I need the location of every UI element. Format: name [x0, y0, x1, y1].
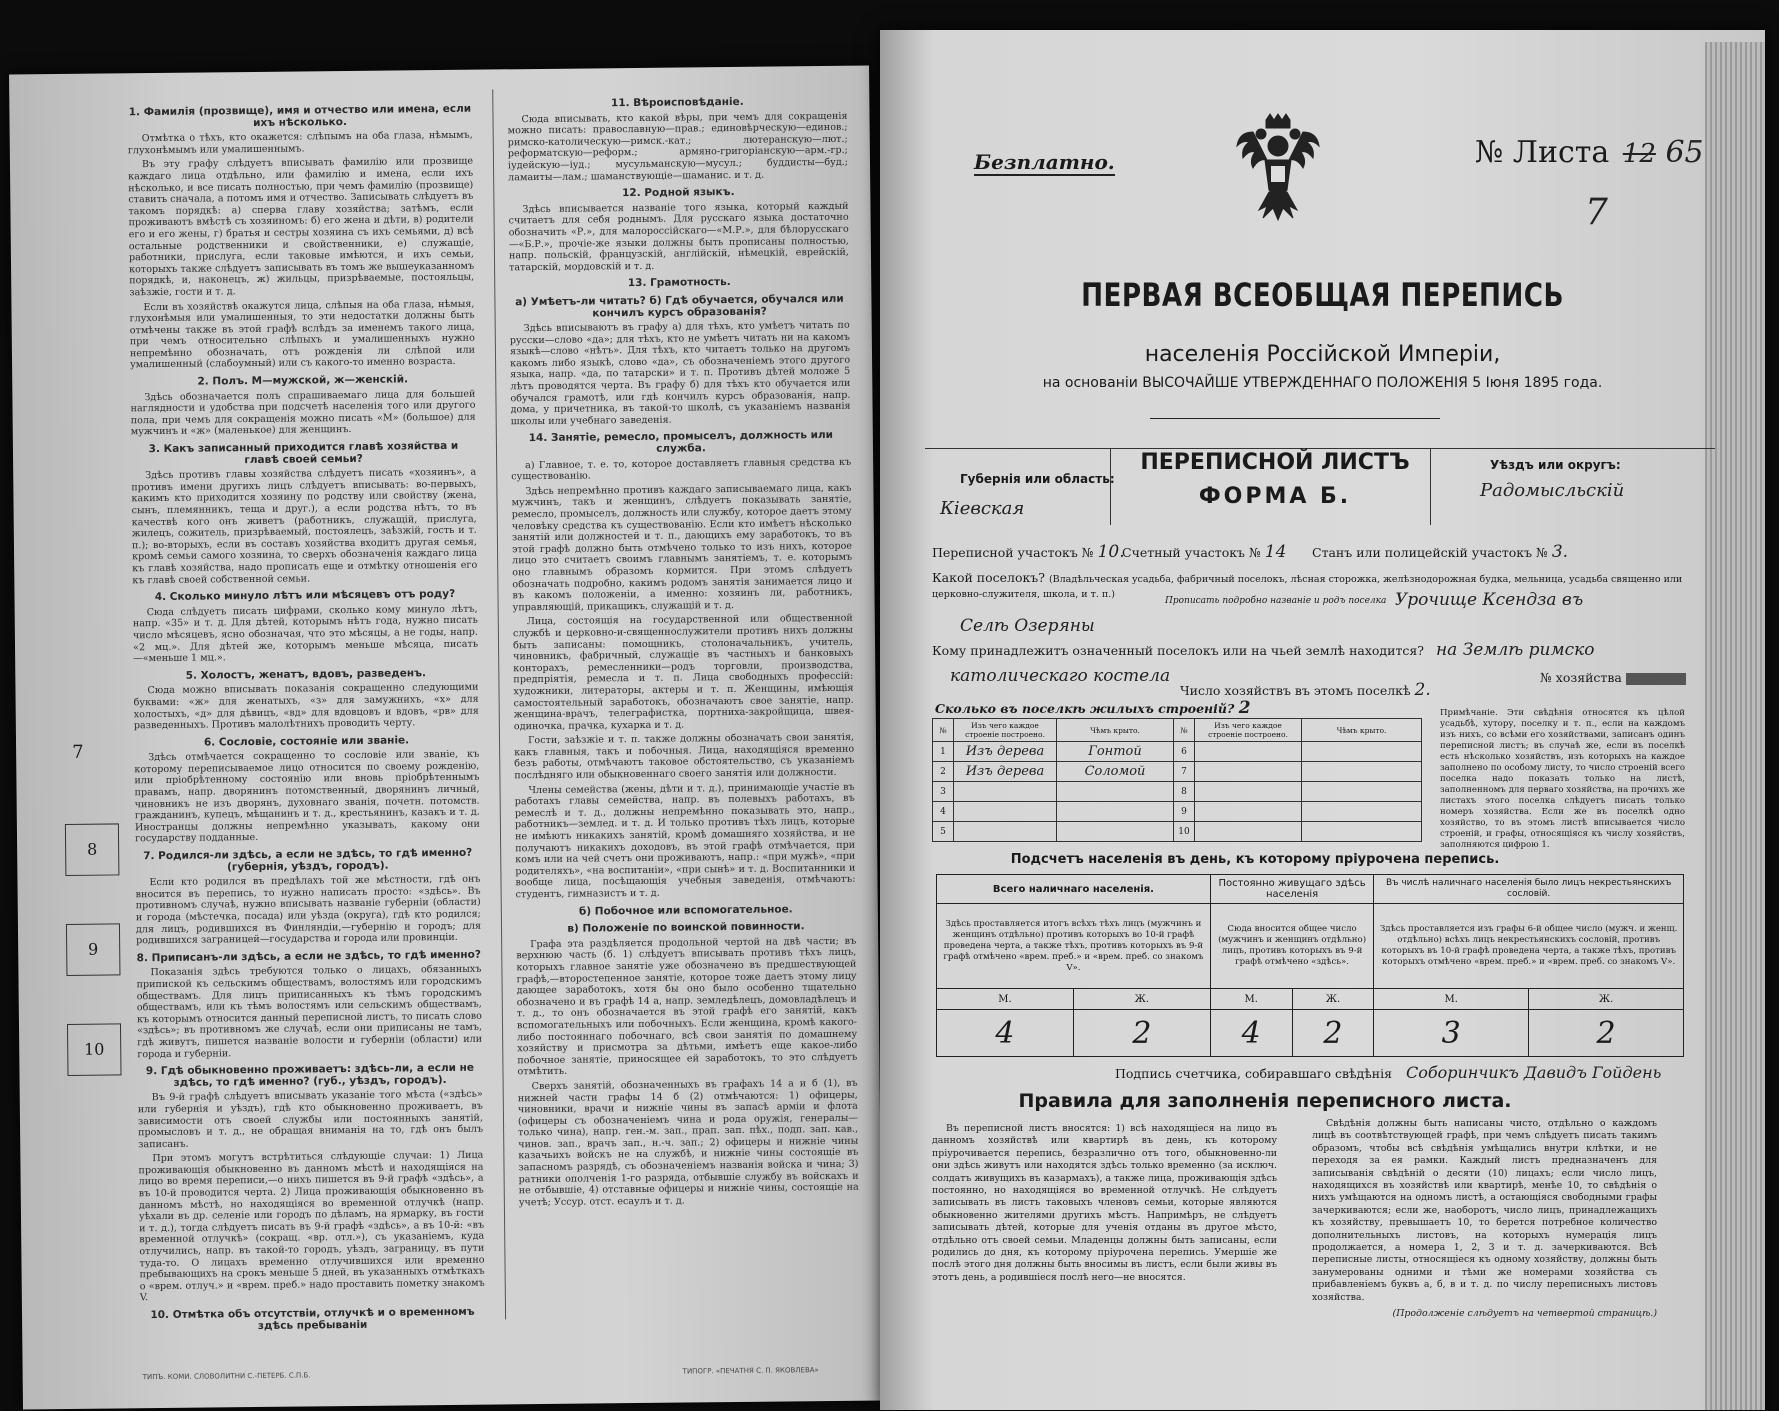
rules-text-2: Свѣдѣнія должны быть написаны чисто, отдѣльно о каждомъ лицѣ въ соотвѣтствующей графѣ, при чемъ слѣдуетъ писать такимъ образомъ, чтобы всѣ свѣдѣнія умѣщались внутри клѣтки, и не переходя за ея рамки. Каждый листъ предназначенъ для записыванія свѣдѣній о десяти (10) лицахъ; если число лицъ, находящихся въ хозяйствѣ или квартирѣ, менѣе 10, то свѣдѣнія о нихъ умѣщаются на одномъ листѣ, а остающіяся свободными графы зачеркиваются; если же, наоборотъ, число лицъ, принадлежащихъ къ хозяйству, превышаетъ 10, то берется потребное количество дополнительныхъ листовъ, на которыхъ нумерація лицъ продолжается, а номера 1, 2, 3 и т. д. зачеркиваются. Всѣ переписные листы, относящіеся къ одному хозяйству, должны быть занумерованы одними и тѣми же номерами хозяйства съ прибавленіемъ буквъ а, б, в и т. д. по числу переписныхъ листовъ хозяйства.: [1312, 1118, 1657, 1303]
building-material: Изъ дерева: [954, 742, 1057, 762]
section-paragraph: Здѣсь отмѣчается сокращенно то сословіе или званіе, къ которому переписываемое лицо относится по своему рожденію, или пріобрѣтенному состоянію или вновь пріобрѣтеннымъ правамъ, напр. дворянинъ потомственный, дворянинъ личный, чиновникъ не изъ дворянъ, духовнаго званія, почетн. потомств. гражданинъ, купецъ, мѣщанинъ и т. д., крестьянинъ, казакъ и т. д. Иностранцы должны непремѣнно указывать, какому они государству подданные.: [134, 748, 480, 845]
section-paragraph: Въ 9-й графѣ слѣдуетъ вписывать указаніе того мѣста («здѣсь» или губернія и уѣздъ), гдѣ кто обыкновенно проживаетъ, въ зависимости отъ своей службы или постоянныхъ занятій, промысловъ и т. д., не обращая вниманія на то, гдѣ онъ былъ записанъ.: [137, 1088, 484, 1150]
building-roof: Гонтой: [1057, 742, 1174, 762]
section-heading: 9. Гдѣ обыкновенно проживаетъ: здѣсь-ли, а если не здѣсь, то гдѣ именно? (губ., уѣздъ, городъ).: [145, 1061, 475, 1089]
section-paragraph: Здѣсь вписываютъ въ графу а) для тѣхъ, кто умѣетъ читать по русски—слово «да»; для тѣхъ, кто не умѣетъ читать ни на какомъ языкѣ—слово «нѣтъ». Для тѣхъ, кто читаетъ только на другомъ какомъ либо языкѣ, слово «да», съ обозначеніемъ этого другого языка, напр. «да, по татарски» и т. п. Противъ дѣтей моложе 5 лѣтъ проводятся черта. Въ графу б) для тѣхъ кто обучается или обучался грамотѣ, или гдѣ кончилъ курсъ образованія, напр. дома, у причетника, въ такой-то школѣ, съ указаніемъ названія школы или учебнаго заведенія.: [509, 319, 851, 428]
section-paragraph: При этомъ могутъ встрѣтиться слѣдующіе случаи: 1) Лица проживающія обыкновенно въ данномъ мѣстѣ и находящіяся на лицо во время переписи,—о нихъ пишется въ 9-й графѣ «здѣсь», а въ 10-й проводится черта. 2) Лица проживающія обыкновенно въ данномъ мѣстѣ, но находящіяся во временной отлучкѣ (напр. уѣхали въ др. селеніе или городъ по дѣламъ, на ярмарку, въ гости и т. д.), тогда слѣдуетъ писать въ 9-й графѣ «здѣсь», а въ 10-й: «въ временной отлучкѣ» (сокращ. «вр. отл.»), съ указаніемъ, куда отлучились, напр. въ такой-то городъ, уѣздъ, заграницу, въ пути туда-то. О лицахъ временно отлучившихся или временно пребывающихъ на срокъ меньше 5 дней, въ указанныхъ отмѣткахъ о «врем. отлуч.» и «врем. преб.» надо проставить пометку знакомъ V.: [138, 1149, 485, 1304]
building-material-2: [1195, 822, 1302, 842]
count-header-present: Всего наличнаго населенія.: [937, 875, 1211, 904]
building-row: [933, 782, 1422, 802]
count-section-label: Счетный участокъ №: [1122, 545, 1261, 560]
section-heading: 5. Холостъ, женатъ, вдовъ, разведенъ.: [185, 666, 427, 682]
count-m-1: М.: [937, 989, 1074, 1010]
section-paragraph: Въ эту графу слѣдуетъ вписывать фамилію или прозвище каждаго лица отдѣльно, или фамилію и имена, если ихъ нѣсколько, и все писать полностью, при чемъ фамилію (прозвище) ставить сначала, а потомъ имя и отчество. Записывать слѣдуетъ въ такомъ порядкѣ: а) сперва главу хозяйства; затѣмъ, если проживаютъ вмѣстѣ съ хозяиномъ: б) его жена и дѣти, в) родители его и его жены, г) братья и сестры хозяина съ ихъ семьями, д) всѣ остальные родственники и свойственники, е) служащіе, работники, прислуга, если таковые имѣются, и ихъ семьи, которыхъ также слѣдуетъ записывать въ томъ же вышеуказанномъ порядкѣ, и, наконецъ, ж) жильцы, призрѣваемые, постояльцы, заѣзжіе, гости и т. д.: [128, 156, 475, 299]
building-roof-2: [1302, 762, 1422, 782]
building-roof-2: [1302, 742, 1422, 762]
section-paragraph: Здѣсь вписывается названіе того языка, который каждый считаетъ для себя роднымъ. Для русскаго языка достаточно обозначить «Р.», для малороссійскаго—«М.Р.», для бѣлорусскаго—«Б.Р.», прочіе-же языки должны быть прописаны полностью, напр. польскій, французскій, англійскій, нѣмецкій, еврейскій, татарскій, мордовскій и т. д.: [508, 200, 849, 274]
section-paragraph: Гости, заѣзжіе и т. п. также должны обозначать свои занятія, какъ главныя, такъ и побочныя. Лица, находящіяся временно безъ работы, отмѣчаютъ таковое обстоятельство, съ указаніемъ послѣдняго или обыкновеннаго своего занятія или должности.: [514, 732, 855, 782]
building-number: 2: [933, 762, 954, 782]
section-heading: б) Побочное или вспомогательное.: [578, 902, 793, 918]
police-section-value: 3.: [1551, 542, 1569, 562]
section-heading: 3. Какъ записанный приходится главѣ хозяйства и главѣ своей семьи?: [148, 439, 459, 466]
count-value-nonpeasant-f: 2: [1529, 1010, 1684, 1057]
building-material-2: [1195, 762, 1302, 782]
section-heading: 11. Вѣроисповѣданіе.: [610, 95, 744, 110]
count-header-non-peasant: Въ числѣ наличнаго населенія было лицъ некрестьянскихъ сословій.: [1374, 875, 1684, 904]
section-paragraph: Сюда слѣдуетъ писать цифрами, сколько кому минуло лѣтъ, напр. «35» и т. д. Для дѣтей, которымъ нѣтъ года, нужно писать число мѣсяцевъ, ясно обозначая, что это мѣсяцы, а не годы, напр. «2 мц.». Для дѣтей же, которымъ меньше мѣсяца, писать—«меньше 1 мц.».: [132, 603, 479, 665]
margin-number-7: 7: [72, 741, 84, 763]
bldg-header-material-1: Изъ чего каждое строеніе построено.: [954, 719, 1057, 742]
margin-number-10: 10: [67, 1023, 122, 1076]
building-number: 1: [933, 742, 954, 762]
document-title: ПЕРВАЯ ВСЕОБЩАЯ ПЕРЕПИСЬ: [1081, 276, 1564, 314]
building-number-2: 10: [1174, 822, 1195, 842]
building-roof-2: [1302, 822, 1422, 842]
bldg-header-no-2: №: [1174, 719, 1195, 742]
households-label: Число хозяйствъ въ этомъ поселкѣ: [1180, 683, 1411, 698]
margin-number-8: 8: [65, 823, 120, 876]
owner-value-1: на Землѣ римско: [1435, 640, 1595, 660]
building-number-2: 9: [1174, 802, 1195, 822]
bldg-header-material-2: Изъ чего каждое строеніе построено.: [1195, 719, 1302, 742]
buildings-field: [935, 698, 1251, 718]
imperial-eagle-emblem: [1233, 112, 1323, 232]
province-label: Губернія или область:: [960, 472, 1115, 486]
bldg-header-no-1: №: [933, 719, 954, 742]
buildings-value: 2: [1238, 698, 1251, 718]
settlement-note: (Владѣльческая усадьба, фабричный поселокъ, лѣсная сторожка, желѣзнодорожная будка, мельница, усадьба священно или церковно-служителя, школа, и т. п.): [932, 574, 1683, 600]
building-number-2: 6: [1174, 742, 1195, 762]
building-material: [954, 802, 1057, 822]
count-value-resident-m: 4: [1210, 1010, 1292, 1057]
settlement-note-2: Прописать подробно названіе и родъ поселка: [1165, 596, 1387, 606]
buildings-table: [932, 718, 1422, 842]
population-count-title: Подсчетъ населенія въ день, къ которому пріурочена перепись.: [1010, 852, 1500, 867]
sheet-label: № Листа: [1475, 135, 1610, 170]
rules-title: Правила для заполненія переписного листа.: [1018, 1090, 1512, 1112]
free-label: Безплатно.: [974, 150, 1115, 174]
section-paragraph: Лица, состоящія на государственной или общественной службѣ и церковно-и-священнослужители противъ нихъ должны быть записаны: помощникъ, столоначальникъ, учитель, чиновникъ, фабричный, служащіе въ частныхъ и банковыхъ конторахъ, ремесленники—родъ торговли, производства, предпріятія, ремесла и т. п. Лица свободныхъ профессій: художники, литераторы, актеры и т. п. Женщины, имѣющія самостоятельный заработокъ, обозначаютъ свое занятіе, напр. женщина-врачъ, телеграфистка, портниха-закройщица, швея-одиночка, прачка, кухарка и т. д.: [512, 613, 854, 732]
section-paragraph: Здѣсь непремѣнно противъ каждаго записываемаго лица, какъ мужчинъ, такъ и женщинъ, слѣдуетъ показывать занятіе, ремесло, промыселъ, должность или службу, которое даетъ этому человѣку средства къ существованію. Если кто имѣетъ нѣсколько занятій или должностей и т. п., дающихъ ему заработокъ, то въ этой графѣ должно быть отмѣчено только то изъ нихъ, которое лицо это считаетъ своимъ главнымъ занятіемъ, т. е. которымъ оно главнымъ образомъ кормится. При этомъ слѣдуетъ обозначать подробно, какимъ родомъ занятія занимается лицо и въ какомъ положеніи, а именно: хозяинъ ли, работникъ, управляющій, прикащикъ, служащій и т. д.: [511, 482, 853, 614]
count-m-3: М.: [1374, 989, 1529, 1010]
section-paragraph: а) Главное, т. е. то, которое доставляетъ главныя средства къ существованію.: [511, 456, 852, 483]
building-roof: [1057, 782, 1174, 802]
household-number-label: № хозяйства: [1540, 670, 1622, 685]
owner-label: Кому принадлежитъ означенный поселокъ или на чьей землѣ находится?: [932, 643, 1424, 658]
buildings-note: Примѣчаніе. Эти свѣдѣнія относятся къ цѣлой усадьбѣ, хутору, поселку и т. п., если на каждомъ изъ нихъ, со всѣми его хозяйствами, записанъ одинъ переписной листъ; въ случаѣ же, если въ поселкѣ есть нѣсколько хозяйствъ, изъ которыхъ на каждое заполнено по особому листу, то число строеній всего поселка надо показать только на листѣ, заполненномъ для перваго хозяйства, на прочихъ же листахъ этого поселка слѣдуетъ писать только номеръ хозяйства. Если же въ поселкѣ одно хозяйство, то въ этомъ листѣ вписывается число строеній, и графы, относящіяся къ числу хозяйствъ, заполняются цифрою 1.: [1440, 708, 1685, 850]
section-heading: в) Положеніе по воинской повинности.: [567, 920, 805, 935]
households-value: 2.: [1414, 680, 1431, 700]
title-rule: [1150, 418, 1440, 419]
building-material: [954, 782, 1057, 802]
buildings-label: Сколько въ поселкѣ жилыхъ строеній?: [935, 701, 1235, 716]
count-text-resident: Сюда вносится общее число (мужчинъ и женщинъ отдѣльно) лицъ, противъ которыхъ въ 9-й графѣ отмѣчено «здѣсь».: [1210, 904, 1373, 989]
census-section-value: 10.: [1097, 542, 1125, 562]
section-heading: а) Умѣетъ-ли читать? б) Гдѣ обучается, обучался или кончилъ курсъ образованія?: [515, 292, 844, 319]
count-value-resident-f: 2: [1292, 1010, 1374, 1057]
left-page: [9, 66, 883, 1410]
building-number-2: 8: [1174, 782, 1195, 802]
settlement-label: Какой поселокъ?: [932, 570, 1045, 585]
building-roof-2: [1302, 782, 1422, 802]
section-heading: 4. Сколько минуло лѣтъ или мѣсяцевъ отъ роду?: [154, 588, 456, 604]
sheet-number: [1475, 135, 1704, 170]
district-value: Радомысльскій: [1480, 480, 1625, 501]
census-section-label: Переписной участокъ №: [932, 545, 1094, 560]
building-material-2: [1195, 802, 1302, 822]
margin-number-9: 9: [66, 923, 121, 976]
count-f-3: Ж.: [1529, 989, 1684, 1010]
section-paragraph: Графа эта раздѣляется продольной чертой на двѣ части; въ верхнюю часть (б. 1) слѣдуетъ вписывать противъ тѣхъ лицъ, которыхъ главное занятіе уже обозначено въ предшествующей графѣ,—второстепенное занятіе, которое тоже даетъ этому лицу дающее заработокъ, хотя бы оно было особенно тщательно обозначено и въ графѣ 14 а, напр. земледѣлецъ, домовладѣлецъ и т. д., то онъ обозначается въ этой графѣ его занятій, какъ вспомогательныхъ или побочныхъ. Если женщина, кромѣ какого-либо постояннаго побочнаго, всѣ свои занятія по домашнему хозяйству и присмотра за дѣтьми, имѣетъ еще какое-либо побочное занятіе, приносящее ей заработокъ, то это слѣдуетъ отмѣтить.: [516, 935, 858, 1078]
police-section-field: [1312, 542, 1568, 562]
legal-basis: на основаніи ВЫСОЧАЙШЕ УТВЕРЖДЕННАГО ПОЛОЖЕНІЯ 5 Іюня 1895 года.: [1042, 375, 1603, 391]
building-roof-2: [1302, 802, 1422, 822]
sheet-number-struck: 12: [1622, 139, 1656, 169]
households-field: [1180, 680, 1431, 700]
building-roof: [1057, 822, 1174, 842]
population-count-table: [936, 874, 1684, 1057]
count-m-2: М.: [1210, 989, 1292, 1010]
instructions-column-1: [127, 98, 485, 1337]
section-heading: 7. Родился-ли здѣсь, а если не здѣсь, то гдѣ именно? (губернія, уѣздъ, городъ).: [143, 846, 473, 873]
building-material-2: [1195, 742, 1302, 762]
section-heading: 12. Родной языкъ.: [621, 186, 735, 200]
building-roof: Соломой: [1057, 762, 1174, 782]
signature-value: Соборинчикъ Давидъ Гойдень: [1405, 1063, 1662, 1082]
section-paragraph: Если въ хозяйствѣ окажутся лица, слѣпыя на оба глаза, нѣмыя, глухонѣмыя или умалишенныя, то эти недостатки должны быть отмѣчены также въ этой графѣ вслѣдъ за именемъ такого лица, при чемъ относительно слѣпыхъ и умалишенныхъ нужно непремѣнно обозначать, отъ рожденія ли слѣпой или умалишенный (слабоумный) или съ какого-то именно возраста.: [129, 298, 476, 371]
signature-label: Подпись счетчика, собиравшаго свѣдѣнія: [1115, 1066, 1392, 1081]
section-heading: 6. Сословіе, состояніе или званіе.: [203, 734, 410, 749]
count-section-field: [1122, 542, 1286, 562]
section-paragraph: Члены семейства (жены, дѣти и т. д.), принимающіе участіе въ работахъ главы семейства, напр. въ полевыхъ работахъ, въ ремеслѣ и т. д., должны непремѣнно показывать это, напр., работникъ—землед. и т. д. И только противъ тѣхъ лицъ, которые не имѣютъ никакихъ занятій, кромѣ домашняго хозяйства, и не получаютъ никакихъ доходовъ, въ этой графѣ отмѣчается, при комъ или на чей счетъ они проживаютъ, напр.: «при мужѣ», «при родителяхъ», «на воспитаніи», «при сынѣ» и т. д. Воспитанники и вообще лица, посѣщающія учебныя заведенія, отмѣчаютъ: студентъ, гимназистъ и т. д.: [514, 781, 856, 901]
building-number-2: 7: [1174, 762, 1195, 782]
building-row: [933, 822, 1422, 842]
settlement-value-2: Селѣ Озеряны: [960, 616, 1095, 636]
count-text-present: Здѣсь проставляется итогъ всѣхъ тѣхъ лицъ (мужчинъ и женщинъ отдѣльно) противъ которыхъ во 10-й графѣ проведена черта, а также тѣхъ, противъ которыхъ въ 9-й графѣ отмѣчено «врем. преб.» и «врем. преб. со знакомъ V».: [937, 904, 1211, 989]
count-value-present-m: 4: [937, 1010, 1074, 1057]
police-section-label: Станъ или полицейскій участокъ №: [1312, 545, 1548, 560]
right-page: [880, 30, 1765, 1410]
section-paragraph: Если кто родился въ предѣлахъ той же мѣстности, гдѣ онъ вносится въ перепись, то нужно написать просто: «здѣсь». Въ противномъ случаѣ, нужно вписывать названіе губерніи (области) и города (мѣстечка, посада) или уѣзда (округа), гдѣ кто родился; для лицъ, родившихся въ Финляндіи,—губернію и городъ; для родившихся заграницей—государства и города или провинціи.: [135, 873, 482, 947]
instructions-column-2: [507, 90, 859, 1212]
rules-text-1: Въ переписной листъ вносятся: 1) всѣ находящіеся на лицо въ данномъ хозяйствѣ или квартирѣ въ день, къ которому пріурочивается перепись, безразлично отъ того, обыкновенно-ли они здѣсь живутъ или находятся здѣсь только временно (за исключ. солдатъ живущихъ въ казармахъ), а также лица, проживающія здѣсь постоянно, но находящіяся во временной отлучкѣ. Не слѣдуетъ записывать въ листъ таковыхъ членовъ семьи, которые являются обыкновенно жителями другихъ мѣстъ. Напримѣръ, не слѣдуетъ записывать дѣтей, которые для ученія отданы въ другое мѣсто, отдѣльно отъ своей семьи. Младенцы должны быть записаны, если родились до дня, къ которому пріурочена перепись. Умершіе же послѣ этого дня должны быть вносимы въ листъ, если были живы въ этотъ день, а родившіеся послѣ него—не вносятся.: [932, 1123, 1277, 1283]
section-paragraph: Сюда вписывать, кто какой вѣры, при чемъ для сокращенія можно писать: православную—прав.; единовѣрческую—единов.; римско-католическую—римск.-кат.; лютеранскую—лют.; реформатскую—реформ.; армяно-григоріанскую—арм.-гр.; іудейскую—іуд.; мусульманскую—мусул.; буддисты—буд.; ламаиты—лам.; шаманствующіе—шаманис. и т. д.: [507, 110, 849, 183]
section-heading: 8. Приписанъ-ли здѣсь, а если не здѣсь, то гдѣ именно?: [136, 948, 482, 965]
section-paragraph: Сверхъ занятій, обозначенныхъ въ графахъ 14 а и б (1), въ нижней части графы 14 б (2) отмѣчаются: 1) офицеры, чиновники, врачи и нижніе чины въ запасѣ арміи и флота (офицеры съ обозначеніемъ чина и рода оружія, генералы—только чина), напр. ген.-м. зап., прап. зап. пѣх., подп. зап. кав., чинов. зап., врачъ зап., н.-ч. зап.; 2) офицеры и нижніе чины казачьихъ войскъ не на службѣ, и нижніе чины состоящіе въ запасномъ разрядѣ, съ обозначеніемъ названія войска и чина; 3) ратники ополченія 1-го разряда, отбывшіе службу въ войскахъ и не отбывшіе, 4) отставные офицеры и нижніе чины, состоящіе на учетѣ; Уссур. отст. есаулъ и т. д.: [517, 1077, 859, 1209]
section-heading: 13. Грамотность.: [627, 276, 731, 290]
owner-value-2: католическаго костела: [950, 666, 1171, 686]
owner-field: [932, 640, 1595, 660]
section-paragraph: Здѣсь противъ главы хозяйства слѣдуетъ писать «хозяинъ», а противъ имени другихъ лицъ слѣдуетъ вписывать: во-первыхъ, какимъ кто приходится хозяину по родству или свойству (жена, сынъ, племянникъ, теща и друг.), а если родства нѣтъ, то въ качествѣ кого онъ живетъ (работникъ, служащій, прислуга, жилецъ, сожитель, призрѣваемый, постоялецъ, заѣзжій, гость и т. п.); во-вторыхъ, если въ составъ хозяйства входитъ другая семья, кромѣ семьи самого хозяина, то сверхъ обозначенія каждаго лица къ главѣ хозяйства, надо прописать еще и отмѣтку отношенія его къ главѣ своей собственной семьи.: [131, 466, 478, 586]
form-title-line2: ФОРМА Б.: [1198, 484, 1352, 509]
section-heading: 14. Занятіе, ремесло, промыселъ, должность или служба.: [528, 429, 834, 455]
rules-column-2: [1312, 1118, 1657, 1321]
section-paragraph: Сюда можно вписывать показанія сокращенно следующими буквами: «ж» для женатыхъ, «з» для замужнихъ, «х» для холостыхъ, «д» для дѣвицъ, «вд» для вдовцовъ и вдовъ, «рв» для разведенныхъ. Противъ малолѣтнихъ проводить черту.: [133, 681, 479, 732]
count-value-nonpeasant-m: 3: [1374, 1010, 1529, 1057]
sheet-number-handwritten: 65: [1665, 135, 1704, 170]
count-text-non-peasant: Здѣсь проставляется изъ графы 6-й общее число (мужч. и женщ. отдѣльно) всѣхъ лицъ некрестьянскихъ сословій, противъ которыхъ въ 10-й графѣ проведена черта, а также тѣхъ, противъ которыхъ отмѣчено «врем. преб.» и «врем. преб. со знакомъ V».: [1374, 904, 1684, 989]
count-section-value: 14: [1264, 542, 1287, 562]
building-row: [933, 802, 1422, 822]
province-value: Кіевская: [940, 498, 1025, 519]
count-header-resident: Постоянно живущаго здѣсь населенія: [1210, 875, 1373, 904]
document-subtitle: населенія Россійской Имперіи,: [1144, 342, 1501, 367]
building-roof: [1057, 802, 1174, 822]
bldg-header-roof-1: Чѣмъ крыто.: [1057, 719, 1174, 742]
building-number: 5: [933, 822, 954, 842]
count-f-1: Ж.: [1073, 989, 1210, 1010]
left-footer-printer: ТИПЪ. КОМИ. СЛОВОЛИТНИ С.-ПЕТЕРБ. С.П.Б.: [142, 1371, 311, 1382]
section-paragraph: Отмѣтка о тѣхъ, кто окажется: слѣпымъ на оба глаза, нѣмымъ, глухонѣмымъ или умалишеннымъ.: [127, 129, 473, 157]
bldg-header-roof-2: Чѣмъ крыто.: [1302, 719, 1422, 742]
household-number-redacted: [1626, 673, 1686, 685]
form-title-line1: ПЕРЕПИСНОЙ ЛИСТЪ: [1140, 450, 1410, 475]
rules-continue-note: (Продолженіе слѣдуетъ на четвертой страницѣ.): [1392, 1308, 1657, 1320]
building-material-2: [1195, 782, 1302, 802]
district-label: Уѣздъ или округъ:: [1490, 458, 1621, 472]
building-number: 4: [933, 802, 954, 822]
section-heading: 10. Отмѣтка объ отсутствіи, отлучкѣ и о временномъ здѣсь пребываніи: [150, 1305, 475, 1332]
page-stack-edge: [1705, 42, 1765, 1410]
building-material: Изъ дерева: [954, 762, 1057, 782]
building-material: [954, 822, 1057, 842]
building-row: [933, 762, 1422, 782]
sheet-number-below: 7: [1585, 192, 1608, 233]
building-row: [933, 742, 1422, 762]
section-paragraph: Показанія здѣсь требуются только о лицахъ, обязанныхъ припиской къ сельскимъ обществамъ, волостямъ или городскимъ обществамъ. Для лицъ приписанныхъ къ тѣмъ городскимъ обществамъ, или къ тѣмъ волостямъ или сельскимъ обществамъ, къ которымъ относится данный переписной листъ, то писать слово «здѣсь»; въ противномъ же случаѣ, если они приписаны не тамъ, гдѣ живутъ, пишется названіе волости и губерніи (области) или города и губерніи.: [136, 964, 483, 1060]
household-number-field: [1540, 670, 1686, 685]
buildings-table-header: [933, 719, 1422, 742]
count-value-present-f: 2: [1073, 1010, 1210, 1057]
section-paragraph: Здѣсь обозначается полъ спрашиваемаго лица для большей наглядности и удобства при подсчетѣ населенія того или другого пола, при чемъ для сокращенія можно писать «М» (большое) для мужчинъ и «ж» (маленькое) для женщинъ.: [130, 388, 476, 438]
census-section-field: [932, 542, 1125, 562]
form-title: [1110, 446, 1440, 514]
enumerator-signature: [1115, 1063, 1661, 1082]
right-footer-printer: ТИПОГР. «ПЕЧАТНЯ С. П. ЯКОВЛЕВА»: [682, 1366, 819, 1376]
section-heading: 1. Фамилія (прозвище), имя и отчество или имена, если ихъ нѣсколько.: [128, 102, 472, 129]
rules-column-1: [932, 1123, 1277, 1284]
section-heading: 2. Полъ. М—мужской, ж—женскій.: [197, 373, 409, 388]
count-f-2: Ж.: [1292, 989, 1374, 1010]
column-divider: [492, 89, 506, 1319]
building-number: 3: [933, 782, 954, 802]
settlement-value-1: Урочище Ксендза въ: [1395, 590, 1584, 610]
